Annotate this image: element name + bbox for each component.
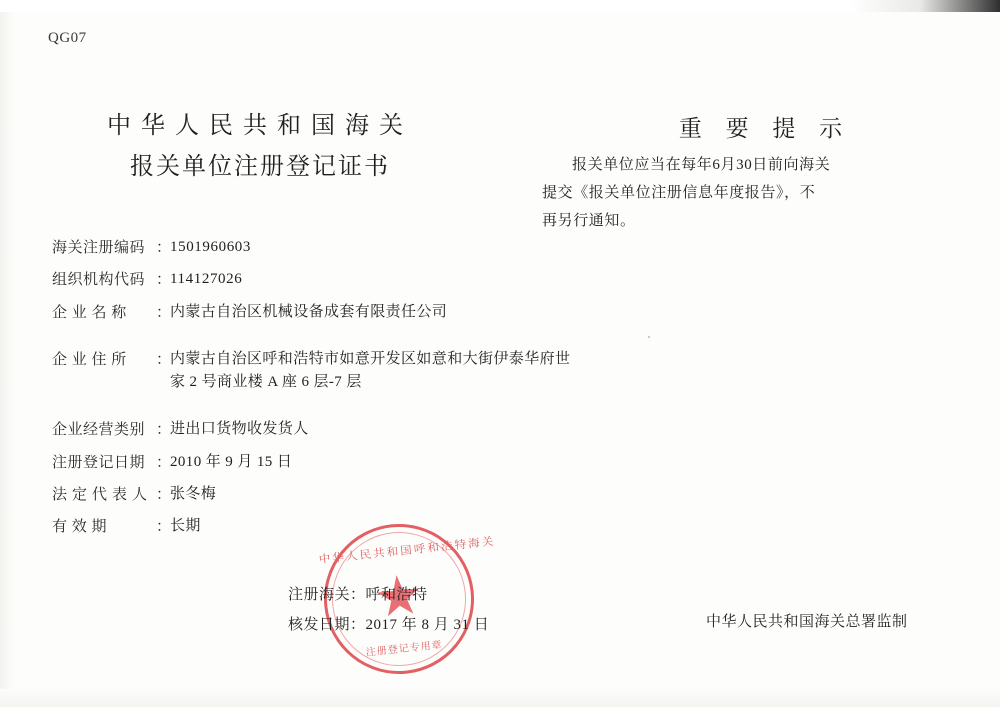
field-value-org-code: 114127026 [170, 271, 243, 288]
field-label-customs-code: 海关注册编码 [52, 240, 146, 256]
field-colon: ： [156, 304, 172, 321]
scan-top-edge [0, 0, 1000, 12]
form-code: QG07 [48, 30, 87, 46]
field-value-enterprise-name: 内蒙古自治区机械设备成套有限责任公司 [170, 303, 448, 320]
page-title [60, 108, 460, 186]
field-row [52, 451, 572, 474]
field-value-legal-representative: 张冬梅 [170, 485, 217, 502]
field-colon: ： [156, 454, 172, 471]
field-row [52, 418, 572, 441]
notice-paragraph-2: 提交《报关单位注册信息年度报告》，不 [542, 184, 816, 201]
field-row [52, 236, 572, 259]
field-value-registration-date: 2010 年 9 月 15 日 [170, 453, 293, 470]
field-colon: ： [156, 272, 172, 289]
field-colon: ： [156, 486, 172, 503]
issue-customs-label: 注册海关： [288, 587, 366, 603]
field-label-enterprise-address: 企 业 住 所 [52, 351, 127, 368]
field-colon: ： [156, 519, 172, 535]
notice-paragraph-3: 再另行通知。 [542, 212, 636, 229]
field-label-business-category: 企业经营类别 [52, 422, 146, 439]
issue-date-label: 核发日期： [288, 617, 366, 633]
field-row [52, 301, 572, 324]
field-label-registration-date: 注册登记日期 [52, 454, 146, 471]
field-row [52, 483, 572, 506]
field-value-enterprise-address: 内蒙古自治区呼和浩特市如意开发区如意和大街伊泰华府世家 2 号商业楼 A 座 6 层-7 层 [170, 350, 571, 390]
notice-body [542, 152, 942, 235]
scan-speck [648, 336, 650, 338]
footer-supervision-note: 中华人民共和国海关总署监制 [706, 614, 908, 630]
scan-left-edge [0, 0, 14, 707]
field-row [52, 348, 572, 395]
field-value-business-category: 进出口货物收发货人 [170, 421, 309, 438]
field-value-customs-code: 1501960603 [170, 239, 251, 255]
field-label-enterprise-name: 企 业 名 称 [52, 304, 127, 321]
issue-date-value: 2017 年 8 月 31 日 [365, 617, 490, 633]
field-list [52, 236, 572, 547]
notice-title: 重 要 提 示 [678, 116, 852, 141]
issue-customs-row [288, 580, 489, 610]
title-line-2: 报关单位注册登记证书 [130, 154, 390, 180]
issue-customs-value: 呼和浩特 [365, 587, 428, 603]
issue-date-row [288, 610, 489, 640]
field-label-legal-representative: 法定代表人 [52, 486, 153, 503]
field-row [52, 268, 572, 291]
title-line-1: 中华人民共和国海关 [107, 113, 413, 139]
field-colon: ： [156, 240, 172, 256]
seal-bottom-text: 注册登记专用章 [365, 639, 444, 659]
notice-paragraph-1: 报关单位应当在每年6月30日前向海关 [572, 157, 831, 173]
field-label-org-code: 组织机构代码 [52, 272, 146, 289]
field-colon: ： [156, 351, 172, 368]
field-value-validity: 长期 [170, 518, 201, 534]
scan-bottom-edge [0, 689, 1000, 707]
field-label-validity: 有 效 期 [52, 519, 108, 535]
issue-info [288, 580, 489, 640]
seal-top-text: 中华人民共和国呼和浩特海关 [318, 535, 497, 567]
field-colon: ： [156, 422, 172, 439]
